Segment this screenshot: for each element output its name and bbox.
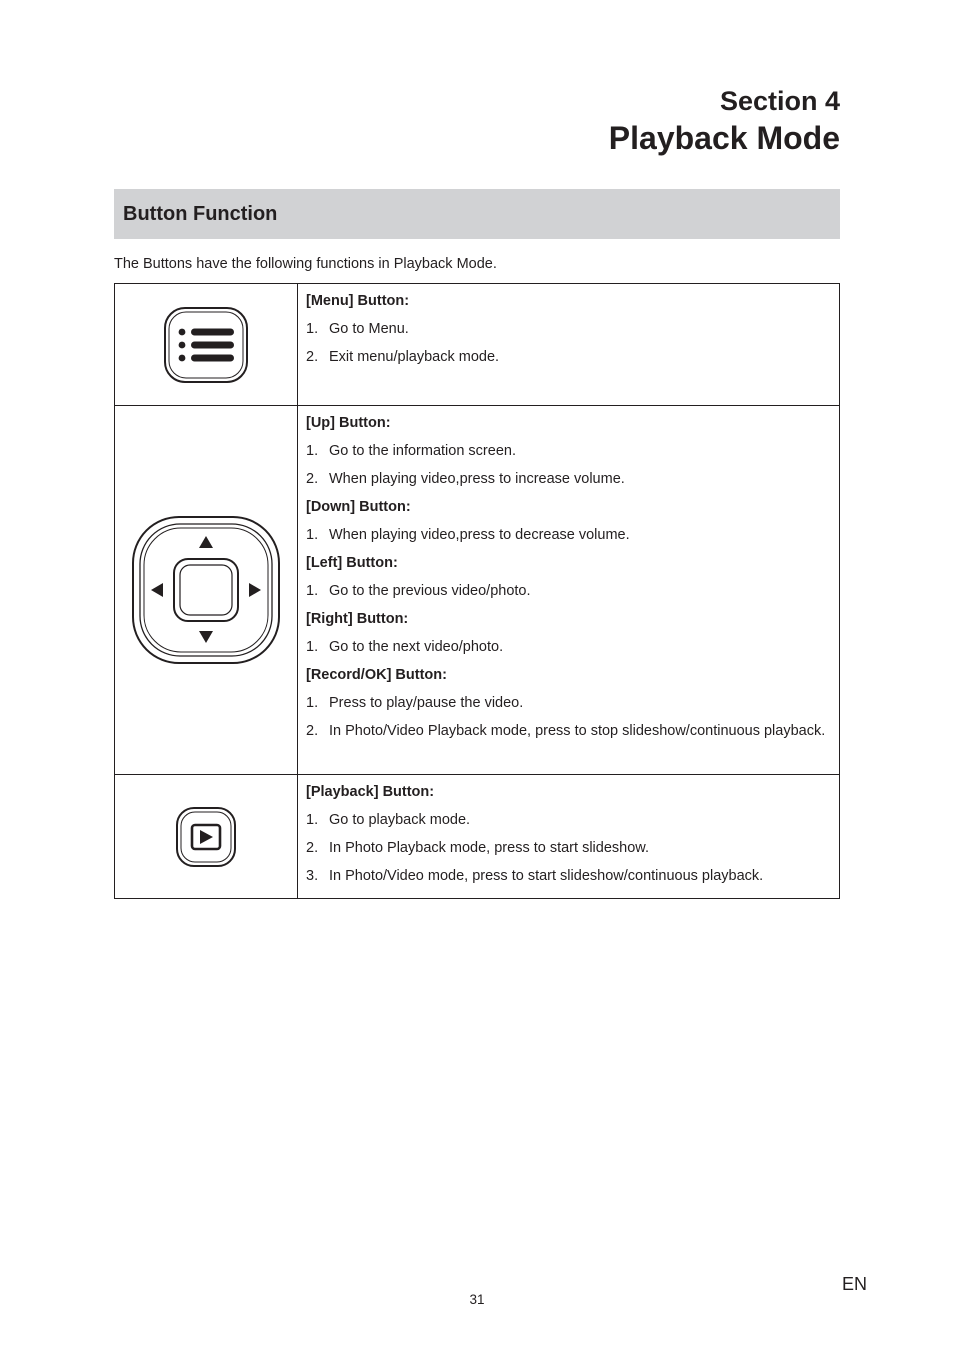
list-item: 3. In Photo/Video mode, press to start slideshow/continuous playback.	[306, 868, 764, 884]
icon-cell	[115, 775, 298, 899]
list-item: 1. Press to play/pause the video.	[306, 695, 524, 711]
page-number: 31	[469, 1292, 485, 1307]
list-item: 2. Exit menu/playback mode.	[306, 349, 500, 365]
intro-text: The Buttons have the following functions in Playback Mode.	[114, 256, 497, 272]
text-cell	[298, 406, 840, 775]
list-item: 2. In Photo/Video Playback mode, press to stop slideshow/continuous playback.	[306, 723, 826, 739]
section-heading	[609, 84, 840, 158]
button-name: [Left] Button:	[306, 555, 398, 571]
button-name: [Playback] Button:	[306, 784, 435, 800]
text-cell	[298, 775, 840, 899]
list-item: 1. Go to the next video/photo.	[306, 639, 504, 655]
button-function-table	[114, 283, 840, 899]
menu-button-icon	[163, 306, 249, 384]
section-title: Playback Mode	[608, 120, 840, 156]
dpad-button-icon	[131, 515, 281, 665]
subsection-title: Button Function	[123, 203, 278, 225]
button-name: [Right] Button:	[306, 611, 409, 627]
button-name: [Record/OK] Button:	[306, 667, 447, 683]
table-row	[115, 284, 840, 406]
button-name: [Menu] Button:	[306, 293, 410, 309]
playback-button-icon	[175, 806, 237, 868]
list-item: 1. Go to Menu.	[306, 321, 409, 337]
text-cell	[298, 284, 840, 406]
icon-cell	[115, 406, 298, 775]
section-number: Section 4	[719, 86, 840, 116]
list-item: 2. In Photo Playback mode, press to start slideshow.	[306, 840, 649, 856]
table-row	[115, 406, 840, 775]
list-item: 1. When playing video,press to decrease volume.	[306, 527, 630, 543]
subsection-band	[114, 189, 840, 239]
button-name: [Up] Button:	[306, 415, 391, 431]
list-item: 1. Go to the previous video/photo.	[306, 583, 531, 599]
list-item: 2. When playing video,press to increase volume.	[306, 471, 625, 487]
icon-cell	[115, 284, 298, 406]
list-item: 1. Go to playback mode.	[306, 812, 471, 828]
language-tag: EN	[841, 1274, 867, 1294]
button-name: [Down] Button:	[306, 499, 411, 515]
list-item: 1. Go to the information screen.	[306, 443, 516, 459]
table-row	[115, 775, 840, 899]
